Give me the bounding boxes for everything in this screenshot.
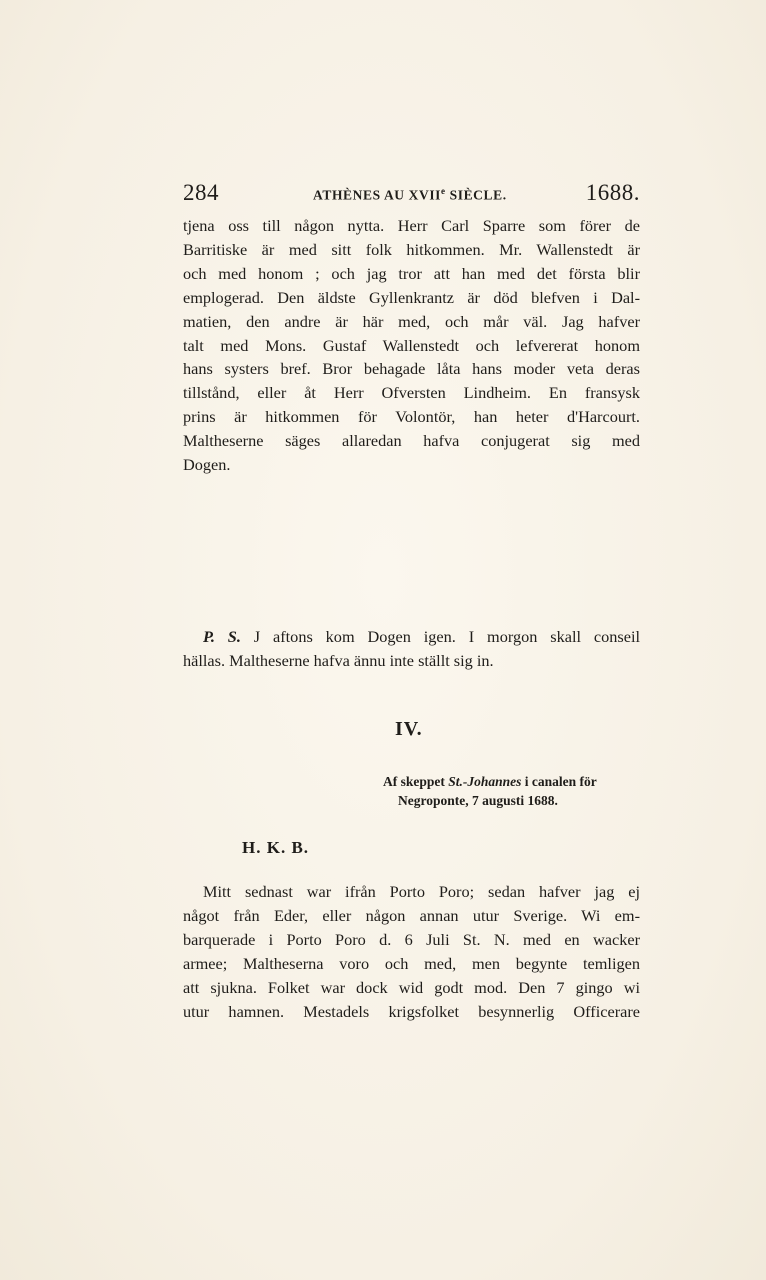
text-line: och med honom ; och jag tror att han med det första blir (183, 263, 640, 283)
page-number: 284 (183, 180, 219, 205)
text-line: matien, den andre är här med, och mår väl. Jag hafver (183, 311, 640, 331)
text-line: hans systers bref. Bror behagade låta hans moder veta deras (183, 359, 640, 379)
text-line: något från Eder, eller någon annan utur Sverige. Wi em- (183, 905, 640, 925)
postscript-label: P. S. (203, 627, 241, 646)
running-title-main: ATHÈNES AU XVII (313, 187, 442, 203)
section-number: IV. (395, 718, 423, 740)
text-line: talt med Mons. Gustaf Wallenstedt och lefvererat honom (183, 335, 640, 355)
dateline-line-2: Negroponte, 7 augusti 1688. (398, 793, 558, 808)
ship-name: St.-Johannes (448, 774, 522, 789)
letter-body (183, 880, 640, 1023)
paragraph-letter-continuation (183, 214, 640, 477)
postscript-text: J aftons kom Dogen igen. I morgon skall conseil (240, 627, 640, 646)
dateline-prefix: Af skeppet (383, 774, 449, 789)
running-title (313, 186, 507, 204)
text-line: Maltheserne säges allaredan hafva conjugerat sig med (183, 431, 640, 451)
text-line: att sjukna. Folket war dock wid godt mod. Den 7 gingo wi (183, 977, 640, 997)
running-title-end: SIÈCLE. (445, 187, 507, 203)
text-line: armee; Maltheserna voro och med, men begynte temligen (183, 953, 640, 973)
running-year: 1688. (585, 180, 640, 205)
text-line: Dogen. (183, 455, 231, 475)
text-line: prins är hitkommen för Volontör, han heter d'Harcourt. (183, 407, 640, 427)
postscript-line (183, 625, 640, 649)
postscript-line-2: hällas. Maltheserne hafva ännu inte ställt sig in. (183, 650, 494, 670)
text-line: Mitt sednast war ifrån Porto Poro; sedan hafver jag ej (203, 882, 640, 901)
text-line: tjena oss till någon nytta. Herr Carl Sparre som förer de (183, 216, 640, 235)
text-line: utur hamnen. Mestadels krigsfolket besynnerlig Officerare (183, 1001, 640, 1021)
dateline-line-1 (383, 772, 640, 791)
text-line: Barritiske är med sitt folk hitkommen. Mr. Wallenstedt är (183, 239, 640, 259)
text-line: emplogerad. Den äldste Gyllenkrantz är död blefven i Dal- (183, 287, 640, 307)
postscript (183, 625, 640, 673)
running-head (183, 180, 640, 210)
dateline-suffix: i canalen för (521, 774, 597, 789)
dateline (383, 772, 640, 810)
text-line: tillstånd, eller åt Herr Ofversten Lindheim. En fransysk (183, 383, 640, 403)
salutation: H. K. B. (242, 838, 310, 857)
text-line: barquerade i Porto Poro d. 6 Juli St. N. med en wacker (183, 929, 640, 949)
running-title-sup: e (441, 186, 446, 196)
